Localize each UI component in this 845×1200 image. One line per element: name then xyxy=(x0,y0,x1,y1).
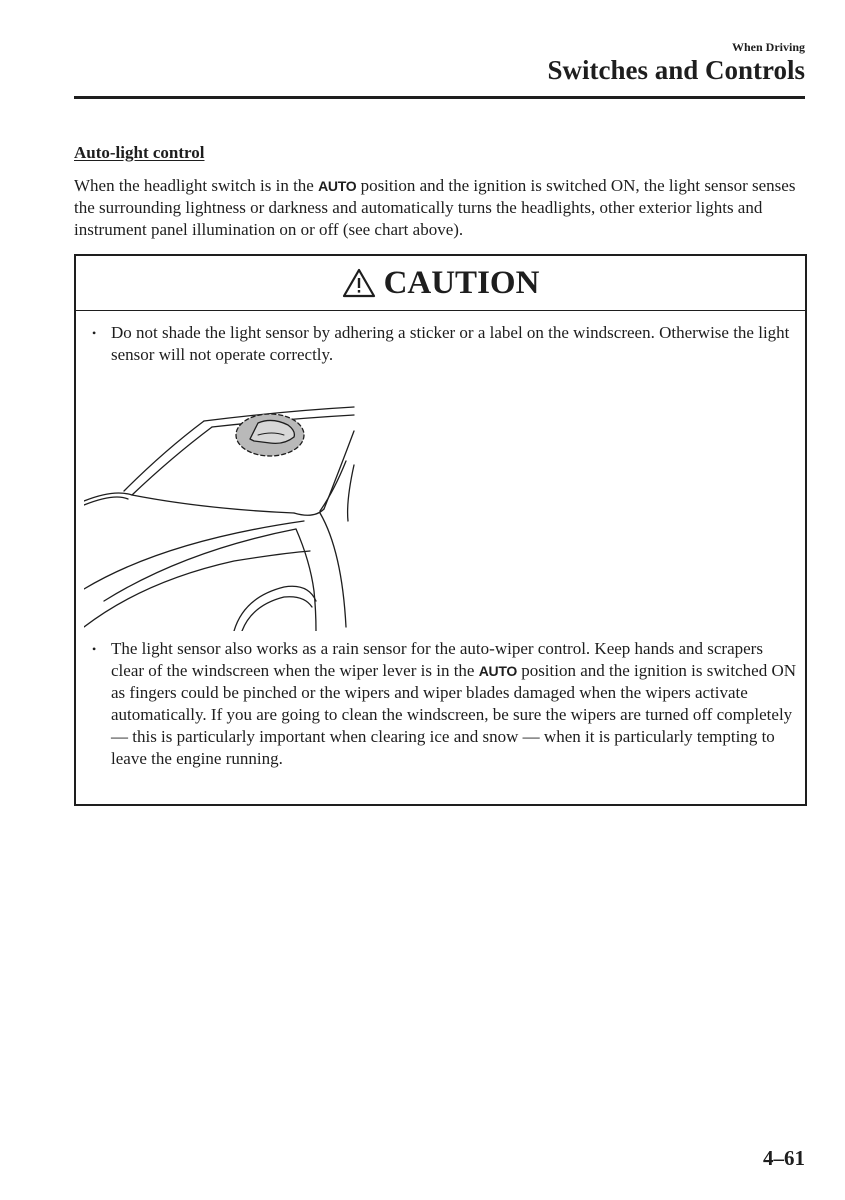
caution-header xyxy=(76,256,805,311)
caution-bullet-2-text-start: The light sensor also works as a rain sensor for the auto-wiper control. Keep hands and scrapers clear of the windscreen when the wiper lever is in the xyxy=(111,639,763,680)
page-title: Switches and Controls xyxy=(547,55,805,85)
page-number: 4–61 xyxy=(763,1146,805,1170)
bullet-marker: • xyxy=(92,326,97,340)
windscreen-light-sensor-illustration xyxy=(84,401,364,631)
auto-position-label: AUTO xyxy=(318,178,357,194)
caution-title: CAUTION xyxy=(383,264,540,301)
caution-bullet-1 xyxy=(92,322,797,366)
bullet-marker: • xyxy=(92,642,97,656)
intro-text-start: When the headlight switch is in the xyxy=(74,176,319,195)
caution-bullet-2-text-end: position and the ignition is switched ON as fingers could be pinched or the wipers and wiper blades damaged when the wipers activate automatically. If you are going to clean the windscreen, be sure the wipers are turned off completely — this is particularly important when clearing ice and snow — when it is particularly tempting to leave the engine running. xyxy=(111,661,797,768)
warning-triangle-icon xyxy=(342,268,376,298)
caution-box xyxy=(74,254,807,806)
intro-text-end: position and the ignition is switched ON, the light sensor senses the surrounding lightness or darkness and automatically turns the headlights, other exterior lights and instrument panel illumination on or off (see chart above). xyxy=(74,176,796,239)
auto-position-label: AUTO xyxy=(478,663,517,679)
header-rule xyxy=(74,96,805,99)
caution-bullet-1-text: Do not shade the light sensor by adhering a sticker or a label on the windscreen. Otherwise the light sensor will not operate correctly. xyxy=(111,323,790,364)
section-heading: Auto-light control xyxy=(74,143,205,162)
running-header-section: When Driving xyxy=(731,40,805,54)
caution-bullet-2 xyxy=(92,638,797,770)
intro-paragraph xyxy=(74,175,809,241)
